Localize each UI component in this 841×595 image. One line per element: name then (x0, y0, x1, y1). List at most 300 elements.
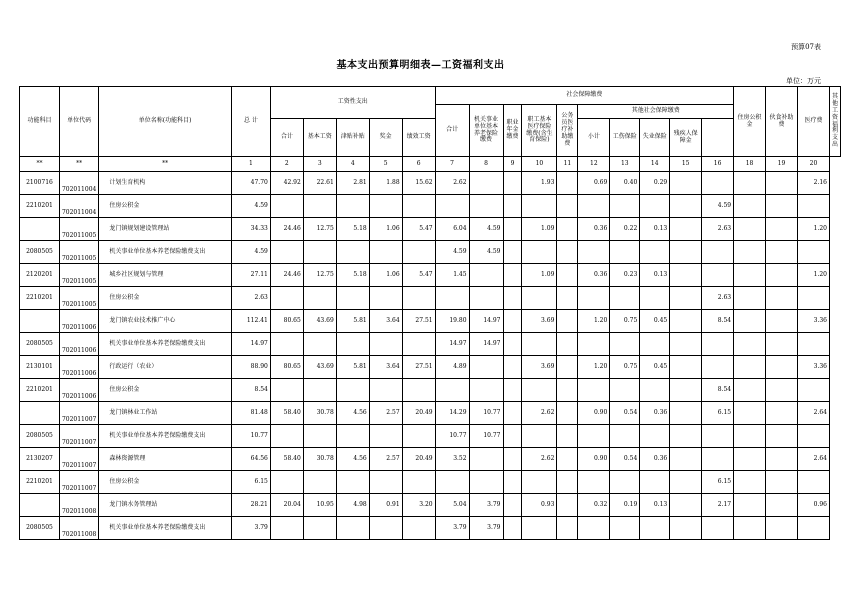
column-index-cell: 10 (522, 157, 557, 172)
value-cell (670, 218, 702, 241)
value-cell: 12.75 (303, 264, 336, 287)
column-index-cell: 11 (557, 157, 578, 172)
value-cell (503, 494, 522, 517)
value-cell (797, 471, 829, 494)
value-cell: 2.57 (369, 448, 402, 471)
value-cell (670, 379, 702, 402)
func-code-cell (20, 218, 60, 241)
unit-name-cell: 计划生育机构 (99, 172, 232, 195)
func-code-cell: 2080505 (20, 425, 60, 448)
table-row (20, 494, 841, 517)
value-cell (557, 287, 578, 310)
value-cell (503, 218, 522, 241)
value-cell (578, 425, 610, 448)
value-cell (766, 218, 798, 241)
value-cell: 6.15 (702, 471, 734, 494)
value-cell: 10.77 (469, 425, 503, 448)
column-index-cell: 5 (369, 157, 402, 172)
value-cell (766, 517, 798, 540)
func-code-cell (20, 494, 60, 517)
value-cell: 112.41 (231, 310, 270, 333)
value-cell (670, 425, 702, 448)
value-cell: 4.98 (336, 494, 369, 517)
value-cell: 0.45 (640, 310, 670, 333)
value-cell (503, 287, 522, 310)
unit-code-cell: 702011004 (59, 172, 98, 195)
func-code-cell: 2130207 (20, 448, 60, 471)
value-cell (557, 264, 578, 287)
value-cell (578, 471, 610, 494)
value-cell (734, 241, 766, 264)
value-cell: 0.36 (578, 264, 610, 287)
unit-name-cell: 住房公积金 (99, 471, 232, 494)
unit-name-cell: 机关事业单位基本养老保险缴费支出 (99, 425, 232, 448)
value-cell: 1.45 (435, 264, 469, 287)
value-cell: 15.62 (402, 172, 435, 195)
value-cell (336, 195, 369, 218)
value-cell (702, 241, 734, 264)
value-cell: 14.97 (469, 310, 503, 333)
value-cell: 8.54 (702, 379, 734, 402)
value-cell: 20.49 (402, 448, 435, 471)
value-cell: 34.33 (231, 218, 270, 241)
func-code-cell: 2210201 (20, 471, 60, 494)
value-cell: 1.88 (369, 172, 402, 195)
value-cell (303, 425, 336, 448)
value-cell: 2.57 (369, 402, 402, 425)
value-cell (670, 172, 702, 195)
header-func: 功能科目 (20, 87, 60, 157)
value-cell: 5.18 (336, 264, 369, 287)
value-cell: 24.46 (270, 264, 303, 287)
value-cell (522, 241, 557, 264)
value-cell (469, 264, 503, 287)
value-cell (640, 517, 670, 540)
header-medfee: 医疗费 (797, 87, 829, 157)
value-cell (369, 425, 402, 448)
value-cell: 1.20 (797, 264, 829, 287)
value-cell (369, 379, 402, 402)
column-index-cell: 4 (336, 157, 369, 172)
unit-name-cell: 龙门镇规划建设管理站 (99, 218, 232, 241)
value-cell: 3.64 (369, 310, 402, 333)
value-cell (557, 471, 578, 494)
value-cell: 0.29 (640, 172, 670, 195)
unit-name-cell: 住房公积金 (99, 379, 232, 402)
unit-code-cell: 702011006 (59, 310, 98, 333)
value-cell: 28.21 (231, 494, 270, 517)
value-cell (610, 517, 640, 540)
unit-label: 单位：万元 (786, 77, 821, 85)
value-cell (469, 195, 503, 218)
value-cell (270, 333, 303, 356)
column-index-cell: 16 (702, 157, 734, 172)
value-cell: 22.61 (303, 172, 336, 195)
value-cell (402, 241, 435, 264)
value-cell: 20.04 (270, 494, 303, 517)
value-cell (797, 195, 829, 218)
value-cell (734, 287, 766, 310)
value-cell: 4.56 (336, 448, 369, 471)
unit-name-cell: 龙门镇农业技术推广中心 (99, 310, 232, 333)
value-cell (640, 241, 670, 264)
value-cell: 0.54 (610, 448, 640, 471)
unit-name-cell: 机关事业单位基本养老保险缴费支出 (99, 241, 232, 264)
value-cell (797, 287, 829, 310)
value-cell (557, 517, 578, 540)
value-cell (557, 402, 578, 425)
value-cell: 2.64 (797, 448, 829, 471)
value-cell: 6.04 (435, 218, 469, 241)
value-cell (578, 379, 610, 402)
value-cell: 3.36 (797, 356, 829, 379)
value-cell (702, 517, 734, 540)
table-row (20, 471, 841, 494)
value-cell (797, 517, 829, 540)
value-cell: 24.46 (270, 218, 303, 241)
value-cell (503, 425, 522, 448)
unit-code-cell: 702011007 (59, 402, 98, 425)
table-row (20, 402, 841, 425)
header-injury: 工伤保险 (610, 119, 640, 157)
header-housing: 住房公积金 (734, 87, 766, 157)
value-cell (303, 379, 336, 402)
value-cell: 30.78 (303, 448, 336, 471)
value-cell (522, 471, 557, 494)
func-code-cell: 2210201 (20, 379, 60, 402)
value-cell (702, 172, 734, 195)
value-cell: 1.06 (369, 264, 402, 287)
value-cell: 0.32 (578, 494, 610, 517)
value-cell (640, 287, 670, 310)
value-cell: 2.62 (522, 448, 557, 471)
table-row (20, 448, 841, 471)
value-cell (503, 356, 522, 379)
value-cell (766, 333, 798, 356)
value-cell: 0.96 (797, 494, 829, 517)
value-cell (640, 471, 670, 494)
value-cell (766, 425, 798, 448)
value-cell (766, 287, 798, 310)
value-cell: 30.78 (303, 402, 336, 425)
table-row (20, 333, 841, 356)
value-cell (557, 172, 578, 195)
func-code-cell (20, 402, 60, 425)
header-unemploy: 失业保险 (640, 119, 670, 157)
value-cell (503, 471, 522, 494)
value-cell (303, 195, 336, 218)
value-cell (578, 517, 610, 540)
value-cell (435, 379, 469, 402)
unit-code-cell: 702011007 (59, 425, 98, 448)
column-index-cell: 9 (503, 157, 522, 172)
value-cell (402, 333, 435, 356)
value-cell (766, 494, 798, 517)
table-row (20, 218, 841, 241)
value-cell: 5.47 (402, 218, 435, 241)
value-cell: 4.59 (469, 218, 503, 241)
table-row (20, 172, 841, 195)
value-cell: 4.56 (336, 402, 369, 425)
value-cell (369, 333, 402, 356)
unit-name-cell: 住房公积金 (99, 287, 232, 310)
value-cell: 19.80 (435, 310, 469, 333)
column-index-cell: 15 (670, 157, 702, 172)
value-cell (734, 425, 766, 448)
value-cell (522, 195, 557, 218)
value-cell (734, 172, 766, 195)
value-cell: 0.13 (640, 218, 670, 241)
value-cell: 5.04 (435, 494, 469, 517)
func-code-cell: 2210201 (20, 287, 60, 310)
value-cell: 4.59 (231, 241, 270, 264)
value-cell: 2.63 (231, 287, 270, 310)
value-cell (503, 310, 522, 333)
table-row (20, 517, 841, 540)
value-cell (640, 379, 670, 402)
column-index-cell: 7 (435, 157, 469, 172)
value-cell: 2.81 (336, 172, 369, 195)
value-cell (734, 195, 766, 218)
value-cell (503, 172, 522, 195)
value-cell (270, 517, 303, 540)
header-base-wage: 基本工资 (303, 119, 336, 157)
value-cell (578, 241, 610, 264)
value-cell (270, 379, 303, 402)
value-cell (336, 517, 369, 540)
value-cell (402, 195, 435, 218)
value-cell (402, 517, 435, 540)
value-cell: 0.22 (610, 218, 640, 241)
value-cell (734, 517, 766, 540)
value-cell: 10.77 (469, 402, 503, 425)
value-cell: 0.19 (610, 494, 640, 517)
value-cell: 3.36 (797, 310, 829, 333)
value-cell (766, 356, 798, 379)
unit-name-cell: 森林资源管理 (99, 448, 232, 471)
unit-code-cell: 702011005 (59, 264, 98, 287)
value-cell: 5.47 (402, 264, 435, 287)
unit-name-cell: 龙门镇林业工作站 (99, 402, 232, 425)
value-cell: 2.16 (797, 172, 829, 195)
value-cell (640, 425, 670, 448)
value-cell (303, 287, 336, 310)
value-cell (734, 494, 766, 517)
value-cell (734, 218, 766, 241)
value-cell: 27.51 (402, 356, 435, 379)
value-cell: 12.75 (303, 218, 336, 241)
column-index-cell: 6 (402, 157, 435, 172)
value-cell: 4.59 (435, 241, 469, 264)
column-index-cell: 18 (734, 157, 766, 172)
value-cell (503, 241, 522, 264)
value-cell: 3.79 (435, 517, 469, 540)
value-cell (336, 379, 369, 402)
unit-code-cell: 702011005 (59, 218, 98, 241)
column-index-cell: ** (99, 157, 232, 172)
value-cell (557, 195, 578, 218)
value-cell: 0.90 (578, 448, 610, 471)
value-cell (610, 471, 640, 494)
value-cell (557, 333, 578, 356)
header-disabled: 残疾人保障金 (670, 119, 702, 157)
value-cell: 10.77 (435, 425, 469, 448)
value-cell (610, 333, 640, 356)
value-cell (435, 471, 469, 494)
value-cell: 14.29 (435, 402, 469, 425)
table-row (20, 356, 841, 379)
column-index-cell: 14 (640, 157, 670, 172)
value-cell (766, 379, 798, 402)
value-cell: 2.64 (797, 402, 829, 425)
unit-code-cell: 702011005 (59, 287, 98, 310)
table-row (20, 310, 841, 333)
value-cell: 3.69 (522, 356, 557, 379)
table-row (20, 241, 841, 264)
value-cell (402, 471, 435, 494)
value-cell: 8.54 (231, 379, 270, 402)
value-cell (303, 471, 336, 494)
column-index-cell: 20 (797, 157, 829, 172)
value-cell: 5.18 (336, 218, 369, 241)
value-cell (670, 356, 702, 379)
value-cell: 42.92 (270, 172, 303, 195)
value-cell: 64.56 (231, 448, 270, 471)
func-code-cell: 2080505 (20, 517, 60, 540)
value-cell (435, 287, 469, 310)
value-cell: 1.20 (578, 356, 610, 379)
column-index-cell: 12 (578, 157, 610, 172)
value-cell: 27.11 (231, 264, 270, 287)
value-cell (503, 195, 522, 218)
value-cell (270, 195, 303, 218)
unit-code-cell: 702011005 (59, 241, 98, 264)
value-cell: 8.54 (702, 310, 734, 333)
value-cell (578, 287, 610, 310)
value-cell: 14.97 (231, 333, 270, 356)
column-index-cell: 3 (303, 157, 336, 172)
value-cell: 43.69 (303, 356, 336, 379)
header-other-sum: 小计 (578, 119, 610, 157)
value-cell: 0.13 (640, 264, 670, 287)
value-cell: 4.59 (469, 241, 503, 264)
value-cell: 14.97 (469, 333, 503, 356)
value-cell (557, 241, 578, 264)
column-index-cell: 1 (231, 157, 270, 172)
value-cell: 2.63 (702, 218, 734, 241)
value-cell (336, 241, 369, 264)
unit-name-cell: 机关事业单位基本养老保险缴费支出 (99, 517, 232, 540)
value-cell: 0.40 (610, 172, 640, 195)
value-cell (557, 356, 578, 379)
value-cell: 20.49 (402, 402, 435, 425)
column-index-cell: 19 (766, 157, 798, 172)
unit-code-cell: 702011006 (59, 333, 98, 356)
value-cell: 14.97 (435, 333, 469, 356)
value-cell (369, 241, 402, 264)
header-unit-code: 单位代码 (59, 87, 98, 157)
unit-code-cell: 702011006 (59, 379, 98, 402)
value-cell: 1.93 (522, 172, 557, 195)
value-cell (610, 195, 640, 218)
func-code-cell: 2210201 (20, 195, 60, 218)
value-cell (270, 471, 303, 494)
value-cell: 58.40 (270, 402, 303, 425)
value-cell: 47.70 (231, 172, 270, 195)
header-annuity: 职业年金缴费 (503, 105, 522, 157)
value-cell: 80.65 (270, 356, 303, 379)
func-code-cell: 2080505 (20, 333, 60, 356)
unit-name-cell: 机关事业单位基本养老保险缴费支出 (99, 333, 232, 356)
value-cell (766, 448, 798, 471)
value-cell (522, 517, 557, 540)
value-cell: 1.06 (369, 218, 402, 241)
value-cell (702, 333, 734, 356)
value-cell (766, 264, 798, 287)
table-row (20, 425, 841, 448)
value-cell: 1.20 (797, 218, 829, 241)
value-cell: 0.69 (578, 172, 610, 195)
value-cell: 4.59 (231, 195, 270, 218)
value-cell (402, 287, 435, 310)
value-cell (670, 287, 702, 310)
value-cell (766, 471, 798, 494)
value-cell (557, 448, 578, 471)
value-cell (557, 494, 578, 517)
value-cell: 3.52 (435, 448, 469, 471)
unit-code-cell: 702011004 (59, 195, 98, 218)
header-other-group: 其他社会保障缴费 (578, 105, 734, 119)
table-row (20, 379, 841, 402)
value-cell (734, 310, 766, 333)
column-index-cell: 13 (610, 157, 640, 172)
value-cell (503, 517, 522, 540)
header-social-group: 社会保障缴费 (435, 87, 733, 105)
value-cell: 2.63 (702, 287, 734, 310)
value-cell: 3.20 (402, 494, 435, 517)
header-total: 总 计 (231, 87, 270, 157)
value-cell: 27.51 (402, 310, 435, 333)
value-cell (766, 310, 798, 333)
header-unit-name: 单位名称(功能科目) (99, 87, 232, 157)
value-cell (702, 356, 734, 379)
value-cell: 0.36 (640, 402, 670, 425)
func-code-cell: 2080505 (20, 241, 60, 264)
value-cell (734, 402, 766, 425)
value-cell: 80.65 (270, 310, 303, 333)
value-cell (702, 425, 734, 448)
value-cell: 4.89 (435, 356, 469, 379)
func-code-cell: 2120201 (20, 264, 60, 287)
header-wage-sum: 合计 (270, 119, 303, 157)
value-cell (734, 448, 766, 471)
value-cell (469, 356, 503, 379)
value-cell (670, 241, 702, 264)
page-title: 基本支出预算明细表—工资福利支出 (336, 60, 505, 71)
value-cell: 3.79 (231, 517, 270, 540)
value-cell (670, 264, 702, 287)
value-cell (610, 287, 640, 310)
value-cell (734, 471, 766, 494)
value-cell (670, 471, 702, 494)
value-cell (734, 356, 766, 379)
value-cell (503, 448, 522, 471)
value-cell (578, 195, 610, 218)
value-cell: 3.79 (469, 517, 503, 540)
value-cell (640, 195, 670, 218)
value-cell (503, 333, 522, 356)
value-cell (469, 379, 503, 402)
